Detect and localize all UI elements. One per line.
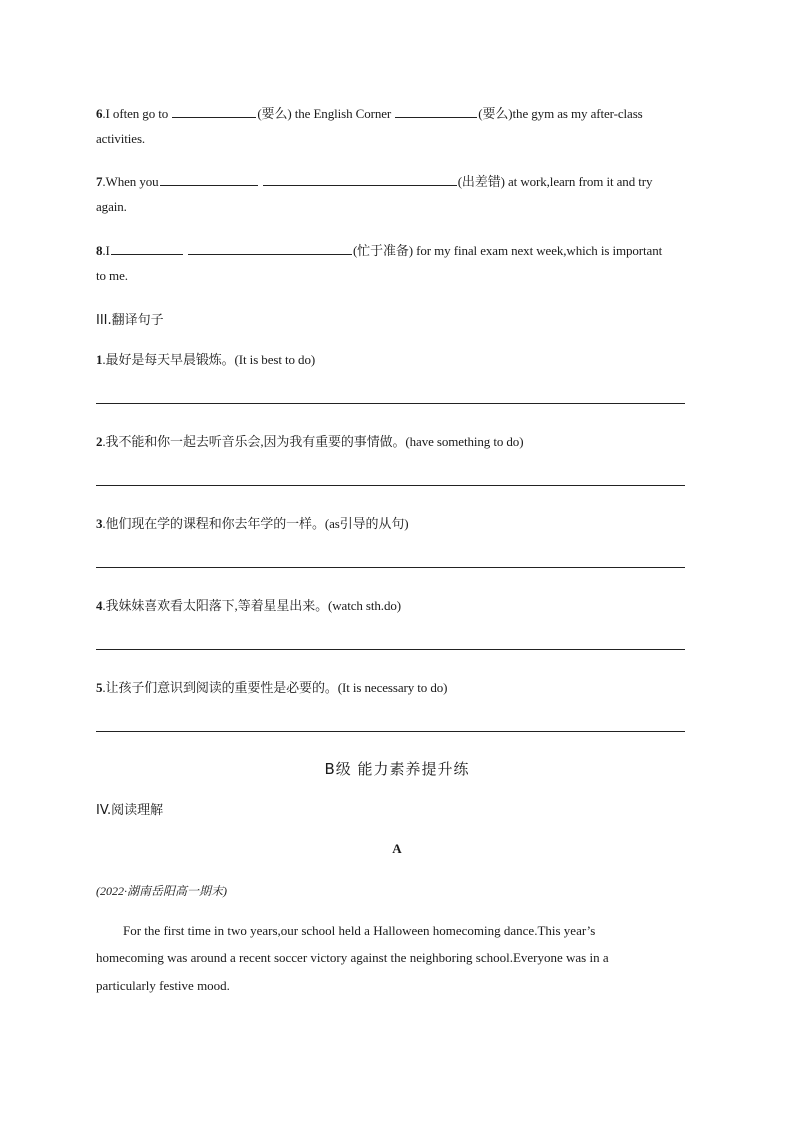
fill-blank-item-7 [96,171,652,190]
passage-line-3: particularly festive mood. [96,978,230,993]
answer-blank[interactable] [160,173,258,186]
item-text: .I [102,243,110,258]
answer-line[interactable] [96,485,685,486]
item-text: .When you [102,174,159,189]
item-text: .他们现在学的课程和你去年学的一样。(as引导的从句) [102,516,409,531]
fill-blank-item-8 [96,240,662,259]
level-b-heading: B级 能力素养提升练 [324,760,470,778]
item-hint: (出差错) at work,learn from it and try [457,174,653,189]
translation-item-4 [96,595,401,614]
item-text: .我妹妹喜欢看太阳落下,等着星星出来。(watch sth.do) [102,598,401,613]
item-number: 5 [96,680,103,695]
item-text: .我不能和你一起去听音乐会,因为我有重要的事情做。(have something to do) [102,434,524,449]
item-number: 3 [96,516,103,531]
passage-line-2: homecoming was around a recent soccer victory against the neighboring school.Everyone was in a [96,950,609,965]
fill-blank-item-6 [96,103,643,122]
item-number: 7 [96,174,103,189]
answer-line[interactable] [96,567,685,568]
item-hint: (要么) the English Corner [257,106,395,121]
passage-source: (2022·湖南岳阳高一期末) [96,884,227,898]
answer-blank[interactable] [172,105,256,118]
section-heading-translation: III.翻译句子 [96,313,164,328]
item-hint: (忙于准备) for my final exam next week,which is important [352,243,663,258]
passage-letter: A [392,841,402,856]
item-number: 2 [96,434,103,449]
item-text: .I often go to [102,106,172,121]
fill-blank-item-7-continuation: again. [96,199,127,214]
passage-line-1: For the first time in two years,our school held a Halloween homecoming dance.This year’s [123,923,596,938]
answer-line[interactable] [96,649,685,650]
item-text: .最好是每天早晨锻炼。(It is best to do) [102,352,316,367]
answer-line[interactable] [96,403,685,404]
section-heading-reading: IV.阅读理解 [96,803,164,818]
item-number: 4 [96,598,103,613]
translation-item-3 [96,513,408,532]
translation-item-5 [96,677,447,696]
answer-blank[interactable] [188,242,352,255]
item-text: .让孩子们意识到阅读的重要性是必要的。(It is necessary to do) [102,680,448,695]
answer-blank[interactable] [111,242,183,255]
answer-line[interactable] [96,731,685,732]
item-number: 1 [96,352,103,367]
item-number: 6 [96,106,103,121]
translation-item-2 [96,431,523,450]
fill-blank-item-6-continuation: activities. [96,131,146,146]
answer-blank[interactable] [263,173,457,186]
translation-item-1 [96,349,315,368]
fill-blank-item-8-continuation: to me. [96,268,128,283]
answer-blank[interactable] [395,105,477,118]
item-hint: (要么)the gym as my after-class [478,106,643,121]
item-number: 8 [96,243,103,258]
